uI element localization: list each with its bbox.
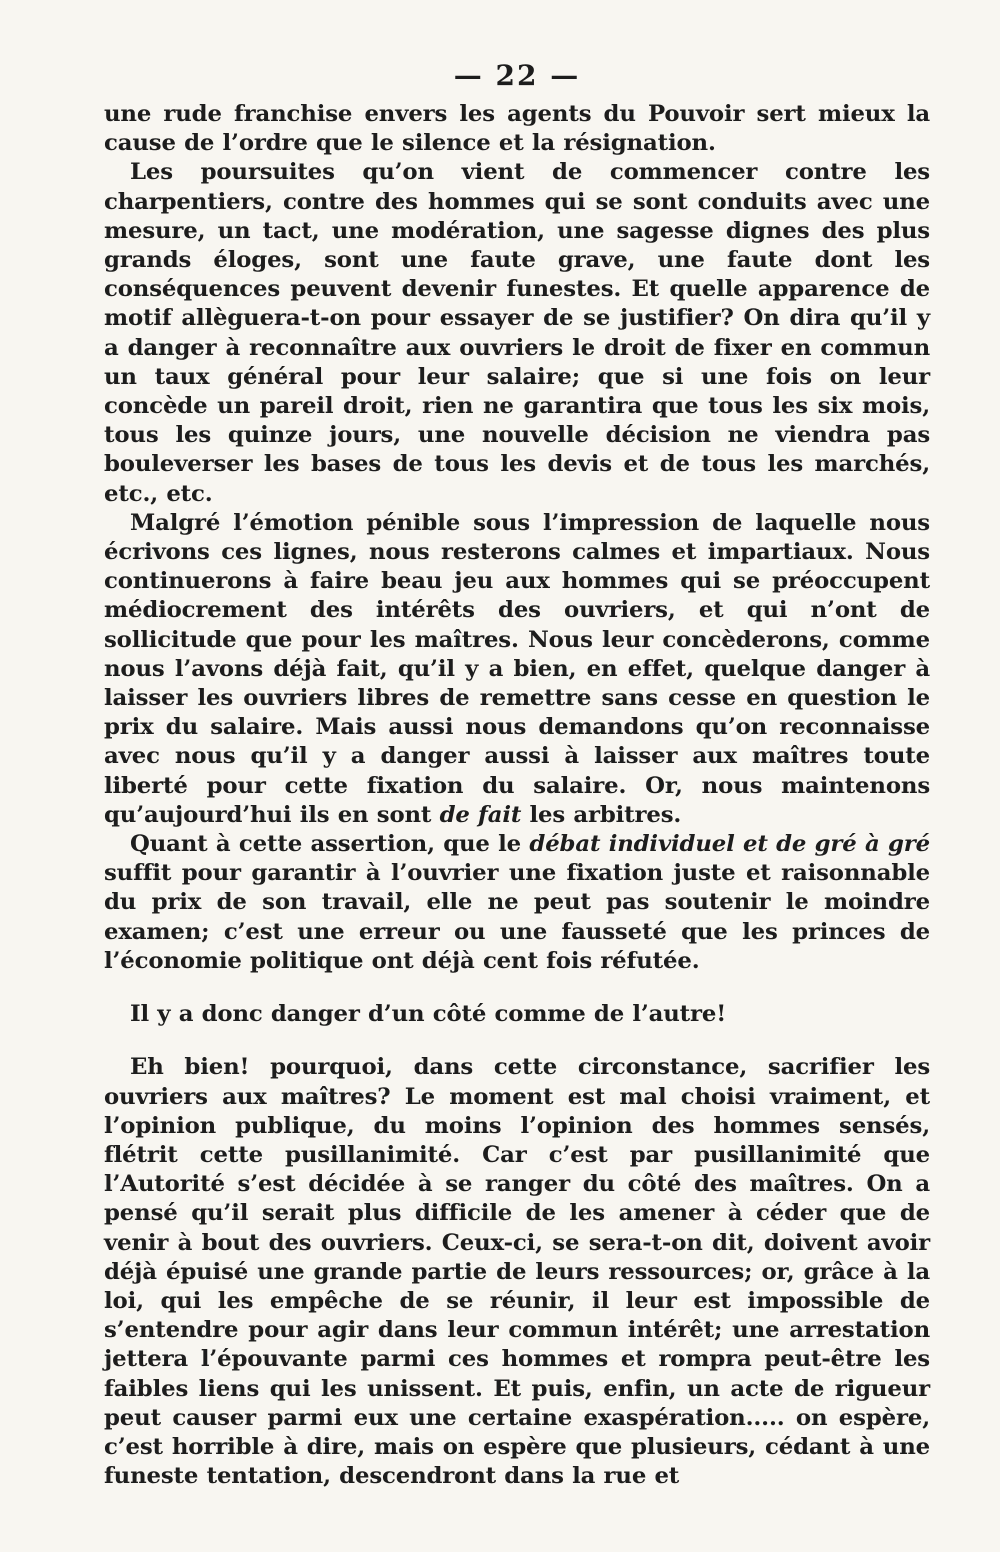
text-run: les arbitres.	[521, 801, 682, 828]
italic-text-run: de fait	[439, 801, 522, 828]
text-run: Eh bien! pourquoi, dans cette circonstance, sacrifier les ouvriers aux maîtres? Le moment est mal choisi vraiment, et l’opinion publique, du moins l’opinion des hommes sensés, flétrit cette pusillanimité. Car c’est par pusillanimité que l’Autorité s’est décidée à se ranger du côté des maîtres. On a pensé qu’il serait plus difficile de les amener à céder que de venir à bout des ouvriers. Ceux-ci, se sera-t-on dit, doivent avoir déjà épuisé une grande partie de leurs ressources; or, grâce à la loi, qui les empêche de se réunir, il leur est impossible de s’entendre pour agir dans leur commun intérêt; une arrestation jettera l’épouvante parmi ces hommes et rompra peut-être les faibles liens qui les unissent. Et puis, enfin, un acte de rigueur peut causer parmi eux une certaine exaspération..... on espère, c’est horrible à dire, mais on espère que plusieurs, cédant à une funeste tentation, descendront dans la rue et	[104, 1054, 930, 1490]
text-run: suffit pour garantir à l’ouvrier une fixation juste et raisonnable du prix de son travail, elle ne peut pas soutenir le moindre examen; c’est une erreur ou une fausseté que les princes de l’économie politique ont déjà cent fois réfutée.	[104, 860, 930, 974]
page-number: — 22 —	[453, 59, 581, 92]
paragraph-3	[104, 509, 930, 830]
text-run: Les poursuites qu’on vient de commencer contre les charpentiers, contre des hommes qui se sont conduits avec une mesure, un tact, une modération, une sagesse dignes des plus grands éloges, sont une faute grave, une faute dont les conséquences peuvent devenir funestes. Et quelle apparence de motif allèguera-t-on pour essayer de se justifier? On dira qu’il y a danger à reconnaître aux ouvriers le droit de fixer en commun un taux général pour leur salaire; que si une fois on leur concède un pareil droit, rien ne garantira que tous les six mois, tous les quinze jours, une nouvelle décision ne viendra pas bouleverser les bases de tous les devis et de tous les marchés, etc., etc.	[104, 159, 930, 507]
paragraph-6	[104, 1053, 930, 1491]
italic-text-run: débat individuel et de gré à gré	[529, 831, 930, 858]
paragraph-2	[104, 158, 930, 508]
paragraph-4	[104, 830, 930, 976]
text-run: une rude franchise envers les agents du Pouvoir sert mieux la cause de l’ordre que le silence et la résignation.	[104, 101, 930, 157]
page-content	[104, 56, 930, 1491]
text-run: Malgré l’émotion pénible sous l’impression de laquelle nous écrivons ces lignes, nous resterons calmes et impartiaux. Nous continuerons à faire beau jeu aux hommes qui se préoccupent médiocrement des intérêts des ouvriers, et qui n’ont de sollicitude que pour les maîtres. Nous leur concèderons, comme nous l’avons déjà fait, qu’il y a bien, en effet, quelque danger à laisser les ouvriers libres de remettre sans cesse en question le prix du salaire. Mais aussi nous demandons qu’on reconnaisse avec nous qu’il y a danger aussi à laisser aux maîtres toute liberté pour cette fixation du salaire. Or, nous maintenons qu’aujourd’hui ils en sont	[104, 509, 930, 828]
paragraph-5	[104, 1000, 930, 1029]
text-run: Quant à cette assertion, que le	[130, 831, 530, 858]
text-run: Il y a donc danger d’un côté comme de l’autre!	[130, 1001, 727, 1028]
paragraph-1	[104, 100, 930, 158]
